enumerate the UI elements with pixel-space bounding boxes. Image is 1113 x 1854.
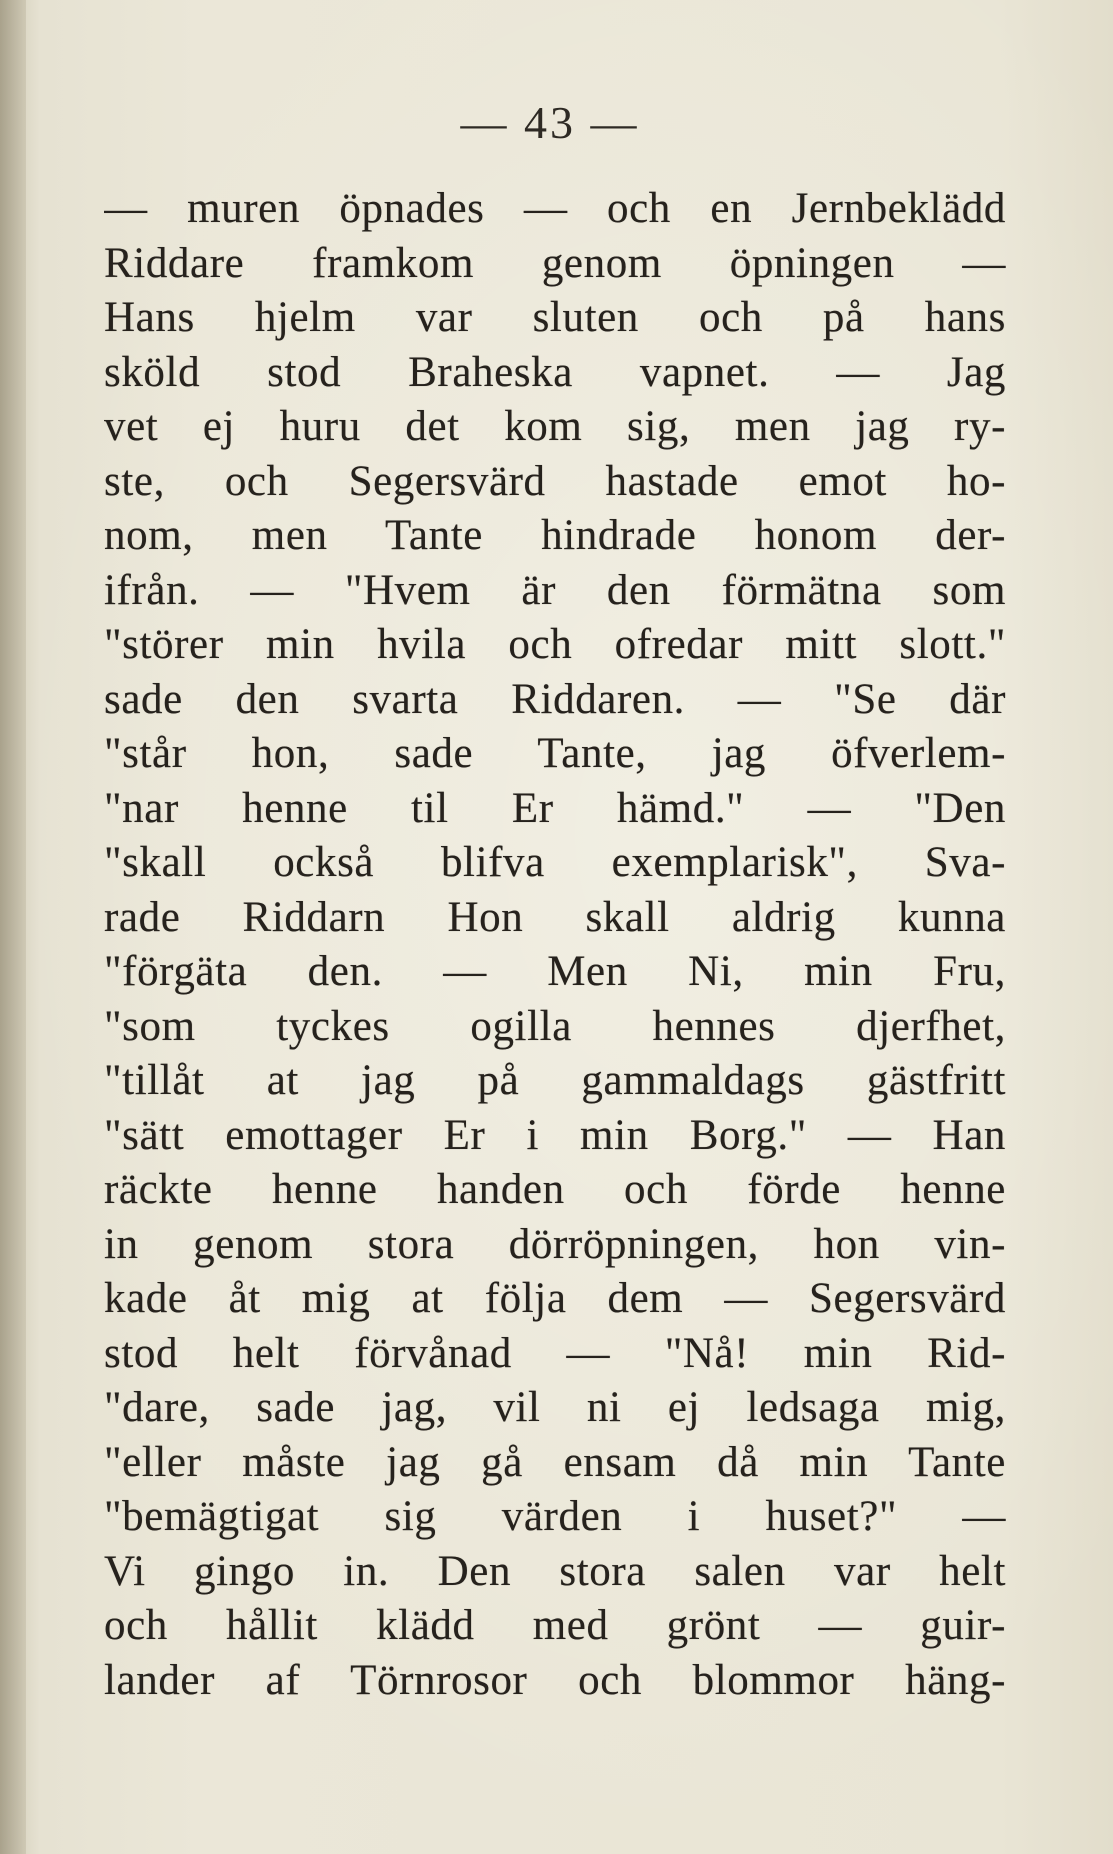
text-line: — muren öpnades — och en Jernbeklädd (104, 185, 1006, 232)
text-line: och hållit klädd med grönt — guir- (104, 1602, 1006, 1649)
text-line: "nar henne til Er hämd." — "Den (104, 784, 1006, 832)
text-line: räckte henne handen och förde henne (104, 1166, 1006, 1213)
text-line: stod helt förvånad — "Nå! min Rid- (104, 1329, 1006, 1377)
text-line: "skall också blifva exemplarisk", Sva- (104, 839, 1006, 886)
text-line: ste, och Segersvärd hastade emot ho- (104, 457, 1006, 505)
text-line: "störer min hvila och ofredar mitt slott." (104, 621, 1006, 668)
body-text (104, 182, 1006, 1708)
text-line: "eller måste jag gå ensam då min Tante (104, 1438, 1006, 1486)
text-line: "tillåt at jag på gammaldags gästfritt (104, 1057, 1006, 1104)
text-line: rade Riddarn Hon skall aldrig kunna (104, 893, 1006, 941)
text-line: "står hon, sade Tante, jag öfverlem- (104, 730, 1006, 777)
text-line: "bemägtigat sig värden i huset?" — (104, 1493, 1006, 1540)
text-line: lander af Törnrosor och blommor häng- (104, 1656, 1006, 1704)
text-line: Vi gingo in. Den stora salen var helt (104, 1547, 1006, 1595)
text-line: in genom stora dörröpningen, hon vin- (104, 1220, 1006, 1268)
text-line: ifrån. — "Hvem är den förmätna som (104, 566, 1006, 614)
text-line: vet ej huru det kom sig, men jag ry- (104, 403, 1006, 450)
text-line: kade åt mig at följa dem — Segersvärd (104, 1275, 1006, 1322)
text-line: Hans hjelm var sluten och på hans (104, 294, 1006, 341)
text-line: sade den svarta Riddaren. — "Se där (104, 675, 1006, 723)
text-line: nom, men Tante hindrade honom der- (104, 512, 1006, 559)
text-line: Riddare framkom genom öpningen — (104, 239, 1006, 287)
text-line: "förgäta den. — Men Ni, min Fru, (104, 948, 1006, 995)
page-gutter (0, 0, 26, 1854)
text-line: "som tyckes ogilla hennes djerfhet, (104, 1002, 1006, 1050)
text-line: "sätt emottager Er i min Borg." — Han (104, 1111, 1006, 1159)
text-line: "dare, sade jag, vil ni ej ledsaga mig, (104, 1384, 1006, 1431)
text-line: sköld stod Braheska vapnet. — Jag (104, 348, 1006, 396)
page-number: — 43 — (460, 97, 640, 148)
